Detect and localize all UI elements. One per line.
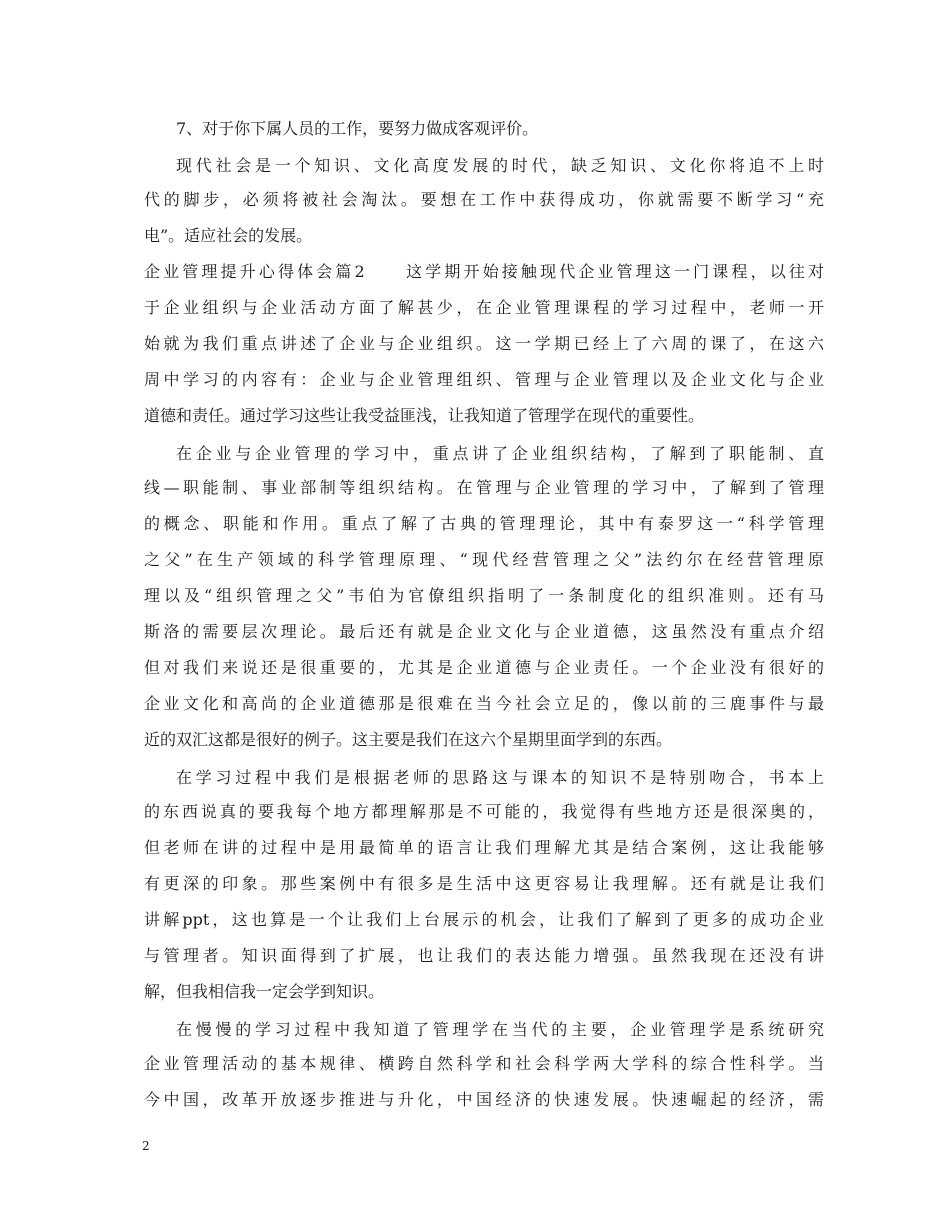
- text-line: 7、对于你下属人员的工作，要努力做成客观评价。: [176, 119, 539, 138]
- text-line: 线—职能制、事业部制等组织结构。在管理与企业管理的学习中，了解到了管理: [144, 478, 824, 497]
- text-line: 企业文化和高尚的企业道德那是很难在当今社会立足的，像以前的三鹿事件与最: [144, 694, 824, 713]
- text-line: 在企业与企业管理的学习中，重点讲了企业组织结构，了解到了职能制、直: [176, 444, 824, 463]
- text-line: 的东西说真的要我每个地方都理解那是不可能的，我觉得有些地方还是很深奥的，: [144, 802, 824, 821]
- text-line: 电”。适应社会的发展。: [144, 226, 313, 245]
- text-line: 的概念、职能和作用。重点了解了古典的管理理论，其中有泰罗这一“科学管理: [144, 514, 824, 533]
- text-line: 企业管理活动的基本规律、横跨自然科学和社会科学两大学科的综合性科学。当: [144, 1054, 824, 1073]
- text-line: 解，但我相信我一定会学到知识。: [144, 982, 385, 1001]
- text-line: 周中学习的内容有：企业与企业管理组织、管理与企业管理以及企业文化与企业: [144, 370, 824, 389]
- text-line: 讲解ppt，这也算是一个让我们上台展示的机会，让我们了解到了更多的成功企业: [144, 910, 824, 929]
- text-line: 于企业组织与企业活动方面了解甚少，在企业管理课程的学习过程中，老师一开: [144, 298, 824, 317]
- text-line: 在慢慢的学习过程中我知道了管理学在当代的主要，企业管理学是系统研究: [176, 1020, 824, 1039]
- text-line: 代的脚步，必须将被社会淘汰。要想在工作中获得成功，你就需要不断学习“充: [144, 190, 824, 209]
- text-line: 但对我们来说还是很重要的，尤其是企业道德与企业责任。一个企业没有很好的: [144, 658, 824, 677]
- text-line: 与管理者。知识面得到了扩展，也让我们的表达能力增强。虽然我现在还没有讲: [144, 946, 824, 965]
- text-line: 在学习过程中我们是根据老师的思路这与课本的知识不是特别吻合，书本上: [176, 768, 824, 787]
- text-line: 有更深的印象。那些案例中有很多是生活中这更容易让我理解。还有就是让我们: [144, 874, 824, 893]
- text-line: 现代社会是一个知识、文化高度发展的时代，缺乏知识、文化你将追不上时: [176, 156, 824, 175]
- text-line: 道德和责任。通过学习这些让我受益匪浅，让我知道了管理学在现代的重要性。: [144, 406, 705, 425]
- section-heading-line: 企业管理提升心得体会篇2 这学期开始接触现代企业管理这一门课程，以往对: [144, 262, 824, 281]
- text-line: 始就为我们重点讲述了企业与企业组织。这一学期已经上了六周的课了，在这六: [144, 334, 824, 353]
- text-line: 近的双汇这都是很好的例子。这主要是我们在这六个星期里面学到的东西。: [144, 730, 673, 749]
- text-line: 理以及“组织管理之父”韦伯为官僚组织指明了一条制度化的组织准则。还有马: [144, 586, 824, 605]
- text-line: 今中国，改革开放逐步推进与升化，中国经济的快速发展。快速崛起的经济，需: [144, 1090, 824, 1109]
- text-line: 斯洛的需要层次理论。最后还有就是企业文化与企业道德，这虽然没有重点介绍: [144, 622, 824, 641]
- text-line: 之父”在生产领域的科学管理原理、“现代经营管理之父”法约尔在经营管理原: [144, 550, 824, 569]
- page-number: 2: [142, 1139, 150, 1153]
- text-line: 但老师在讲的过程中是用最简单的语言让我们理解尤其是结合案例，这让我能够: [144, 838, 824, 857]
